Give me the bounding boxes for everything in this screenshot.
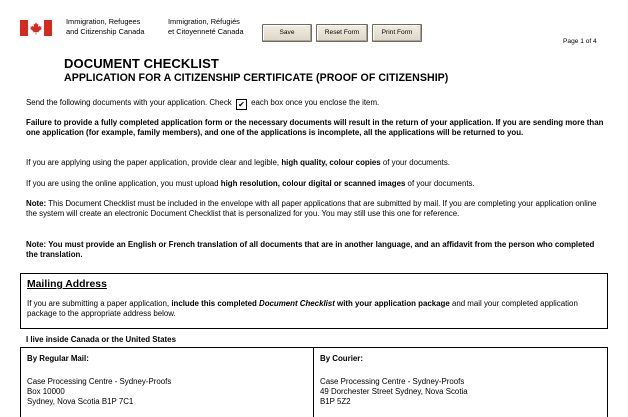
org-en-line1: Immigration, Refugees	[66, 17, 141, 26]
mailing-text-after: and mail your completed application package to the appropriate address below.	[27, 299, 578, 319]
mailing-text-bold1: include this completed	[171, 299, 259, 308]
regular-mail-line3: Sydney, Nova Scotia B1P 7C1	[27, 397, 134, 406]
send-text-before: Send the following documents with your application. Check	[26, 98, 232, 107]
checkbox-example-icon: ✔	[236, 99, 247, 110]
page-number: Page 1 of 4	[563, 38, 597, 45]
online-text-after: of your documents.	[405, 179, 475, 188]
online-application-note	[26, 179, 606, 189]
paper-application-note	[26, 158, 606, 168]
mailing-text-bold2: with your application package	[334, 299, 450, 308]
courier-line1: Case Processing Centre - Sydney-Proofs	[320, 377, 465, 386]
save-button[interactable]: Save	[262, 24, 312, 42]
regular-mail-cell	[21, 348, 314, 417]
canada-flag-icon	[20, 20, 52, 36]
courier-heading: By Courier:	[320, 354, 363, 363]
org-en-line2: and Citizenship Canada	[66, 27, 145, 36]
mailing-text-before: If you are submitting a paper application,	[27, 299, 172, 308]
document-title: DOCUMENT CHECKLIST	[64, 56, 219, 71]
page-header	[0, 0, 628, 52]
note-text: This Document Checklist must be included in the envelope with all paper applications that are submitted by mail. If you are completing your application online the system will create an electronic Document Checklist that is personalized for you. You may still use this one for reference.	[26, 199, 597, 219]
send-instructions	[26, 98, 606, 110]
translation-note: Note: You must provide an English or French translation of all documents that are in another language, and an affidavit from the person who completed the translation.	[26, 240, 595, 260]
send-text-after: each box once you enclose the item.	[251, 98, 380, 107]
regular-mail-line2: Box 10000	[27, 387, 65, 396]
mailing-address-section	[20, 273, 608, 329]
address-table	[20, 347, 608, 417]
mailing-text-bold-italic: Document Checklist	[259, 299, 335, 308]
paper-text-before: If you are applying using the paper application, provide clear and legible,	[26, 158, 282, 167]
document-subtitle: APPLICATION FOR A CITIZENSHIP CERTIFICATE (PROOF OF CITIZENSHIP)	[64, 72, 449, 84]
print-form-button[interactable]: Print Form	[372, 24, 422, 42]
reset-form-button[interactable]: Reset Form	[316, 24, 368, 42]
online-text-before: If you are using the online application, you must upload	[26, 179, 221, 188]
courier-line2: 49 Dorchester Street Sydney, Nova Scotia	[320, 387, 468, 396]
regular-mail-line1: Case Processing Centre - Sydney-Proofs	[27, 377, 172, 386]
checklist-note	[26, 199, 606, 220]
inside-canada-heading: I live inside Canada or the United States	[26, 335, 176, 344]
courier-line3: B1P 5Z2	[320, 397, 351, 406]
courier-cell	[314, 348, 607, 417]
note-label: Note:	[26, 199, 47, 208]
paper-text-after: of your documents.	[380, 158, 450, 167]
org-fr-line1: Immigration, Réfugiés	[168, 17, 240, 26]
failure-warning: Failure to provide a fully completed application form or the necessary documents will result in the return of your application. If you are sending more than one application (for example, family members), and one of the applications is incomplete, all the applications will be returned to you.	[26, 118, 604, 138]
mailing-address-text	[27, 299, 602, 320]
org-name-french	[168, 17, 244, 37]
online-text-bold: high resolution, colour digital or scanned images	[220, 179, 406, 188]
org-fr-line2: et Citoyenneté Canada	[168, 27, 244, 36]
regular-mail-heading: By Regular Mail:	[27, 354, 89, 363]
paper-text-bold: high quality, colour copies	[281, 158, 381, 167]
org-name-english	[66, 17, 144, 37]
mailing-address-title: Mailing Address	[27, 279, 107, 290]
